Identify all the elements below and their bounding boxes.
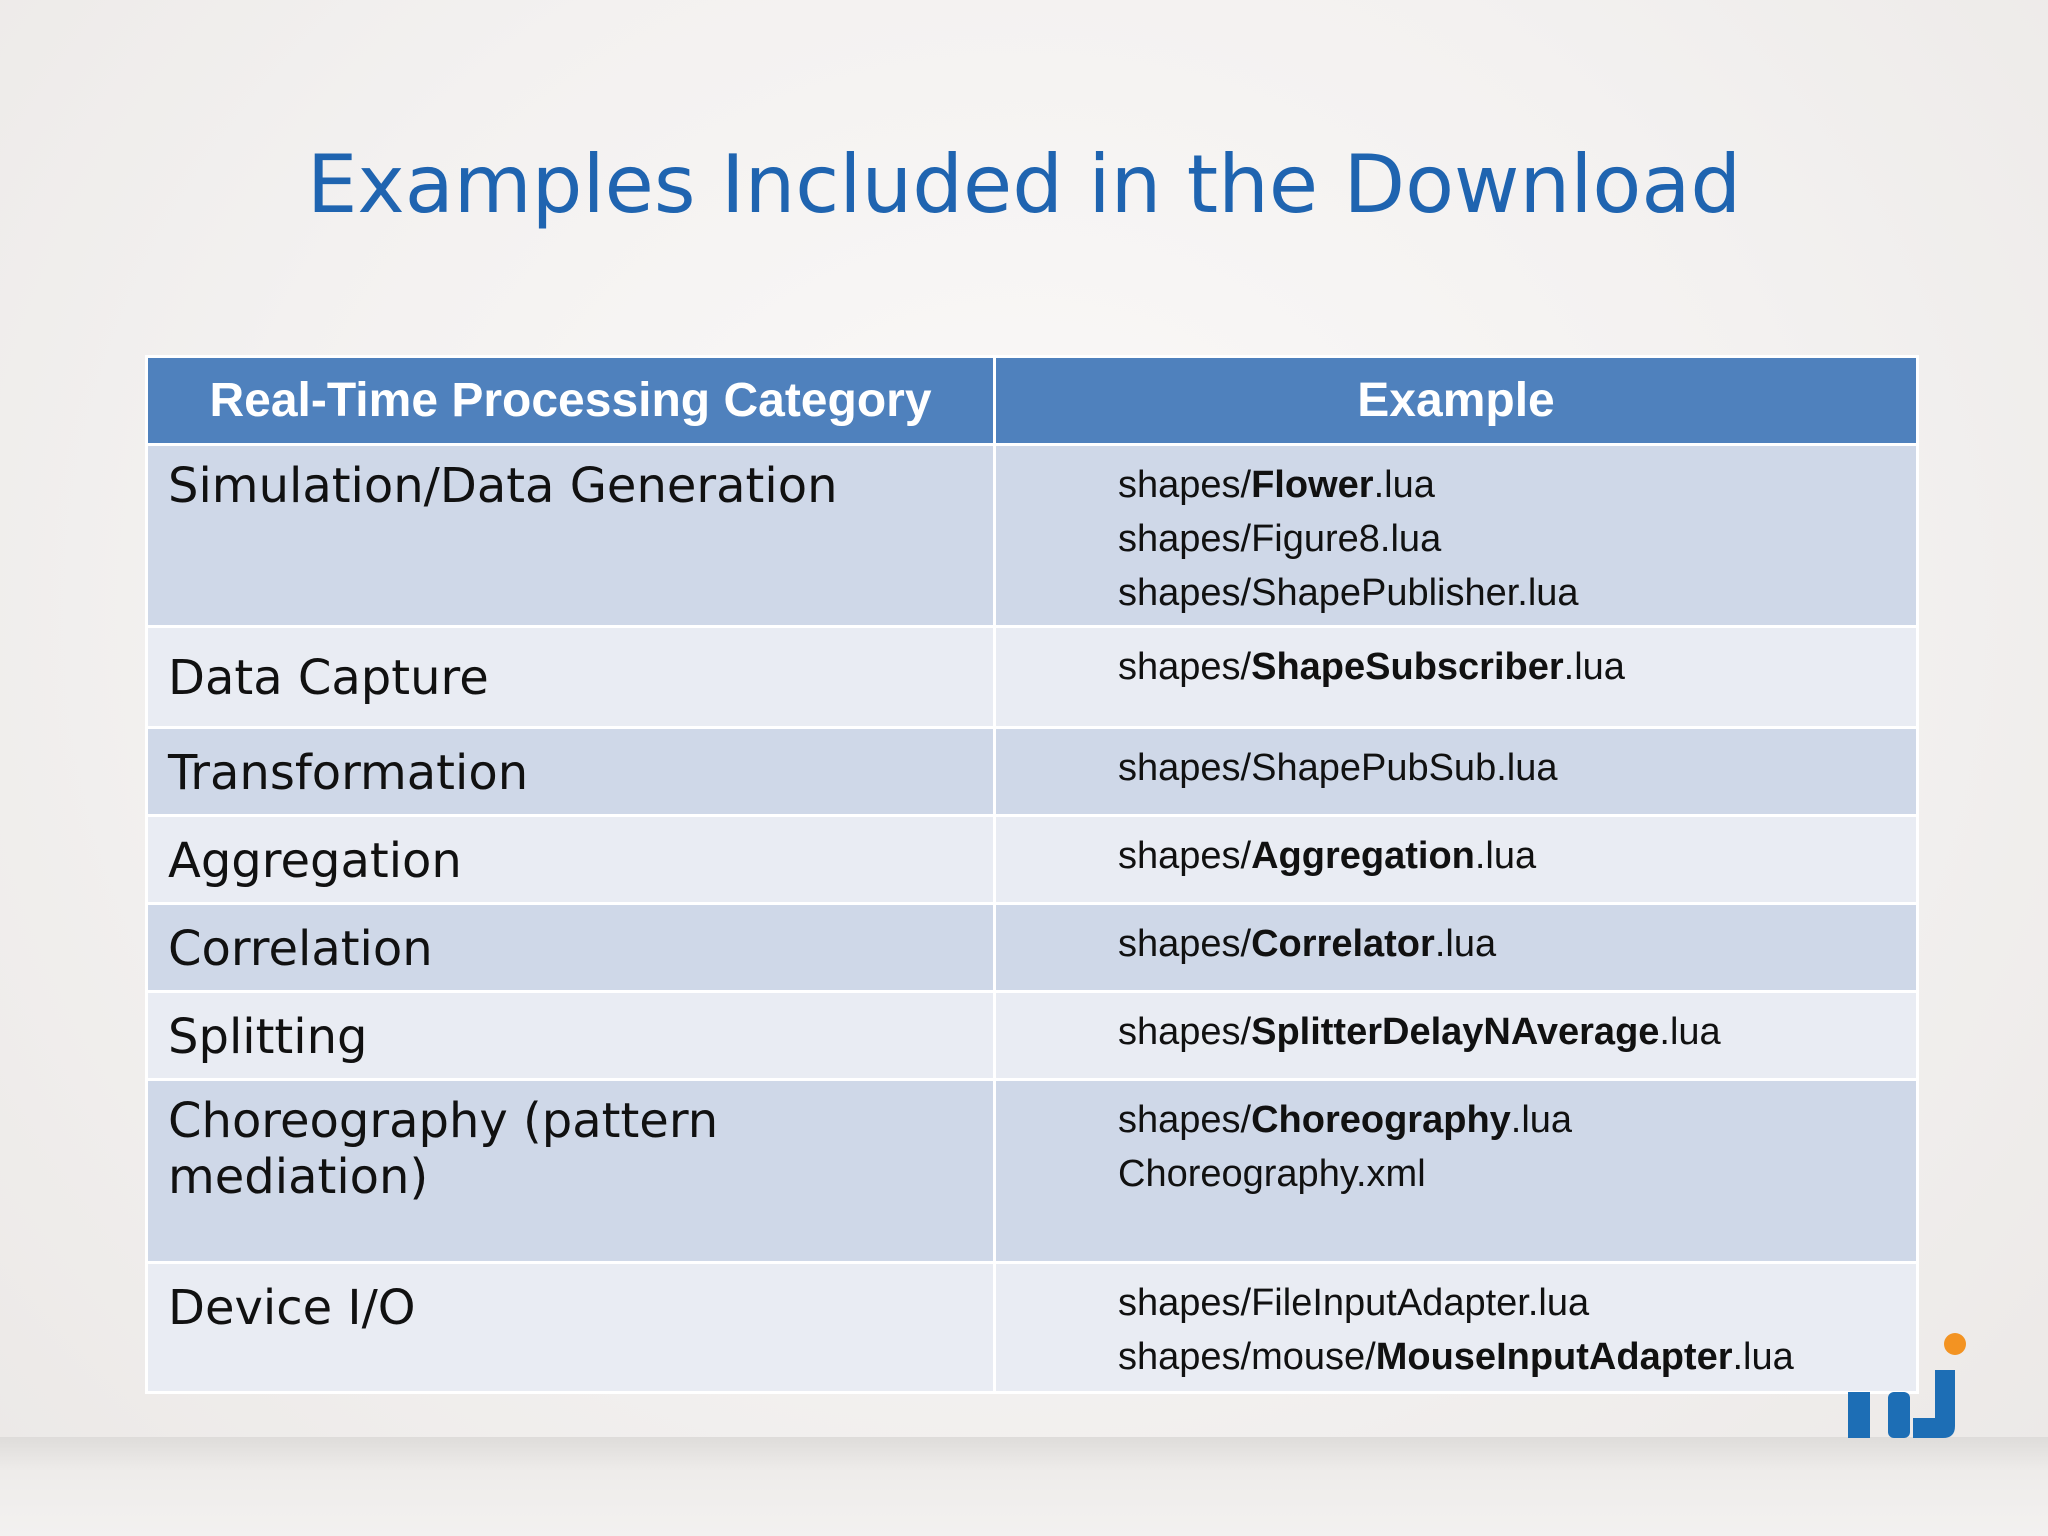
table-row xyxy=(147,728,1918,816)
category-cell: Transformation xyxy=(147,728,995,816)
table-header-row xyxy=(147,357,1918,445)
table-row xyxy=(147,992,1918,1080)
category-cell: Splitting xyxy=(147,992,995,1080)
table-row xyxy=(147,627,1918,728)
example-line: shapes/Choreography.lua xyxy=(1118,1099,1573,1141)
example-cell xyxy=(995,1080,1918,1263)
examples-table xyxy=(145,355,1919,1394)
example-line: shapes/SplitterDelayNAverage.lua xyxy=(1118,1011,1721,1053)
rti-logo-icon xyxy=(1843,1330,1973,1445)
table-row xyxy=(147,1080,1918,1263)
example-line: shapes/Figure8.lua xyxy=(1118,518,1442,560)
header-category: Real-Time Processing Category xyxy=(147,357,995,445)
table-row xyxy=(147,816,1918,904)
category-cell: Data Capture xyxy=(147,627,995,728)
table-row xyxy=(147,445,1918,627)
example-cell xyxy=(995,728,1918,816)
category-cell: Choreography (pattern mediation) xyxy=(147,1080,995,1263)
category-cell: Simulation/Data Generation xyxy=(147,445,995,627)
example-line: shapes/ShapePublisher.lua xyxy=(1118,572,1579,614)
example-cell xyxy=(995,627,1918,728)
category-cell: Correlation xyxy=(147,904,995,992)
table-row xyxy=(147,904,1918,992)
example-cell xyxy=(995,992,1918,1080)
example-line: shapes/FileInputAdapter.lua xyxy=(1118,1282,1590,1324)
example-line: shapes/ShapePubSub.lua xyxy=(1118,747,1558,789)
category-cell: Device I/O xyxy=(147,1263,995,1393)
example-line: shapes/ShapeSubscriber.lua xyxy=(1118,646,1625,688)
category-cell: Aggregation xyxy=(147,816,995,904)
example-line: shapes/Aggregation.lua xyxy=(1118,835,1537,877)
example-cell xyxy=(995,1263,1918,1393)
example-cell xyxy=(995,904,1918,992)
slide-title: Examples Included in the Download xyxy=(306,138,1742,231)
table-row xyxy=(147,1263,1918,1393)
example-line: shapes/Correlator.lua xyxy=(1118,923,1497,965)
example-cell xyxy=(995,445,1918,627)
example-line: Choreography.xml xyxy=(1118,1153,1426,1195)
example-line: shapes/Flower.lua xyxy=(1118,464,1435,506)
slide-bottom-band xyxy=(0,1437,2048,1536)
example-line: shapes/mouse/MouseInputAdapter.lua xyxy=(1118,1336,1794,1378)
header-example: Example xyxy=(995,357,1918,445)
example-cell xyxy=(995,816,1918,904)
